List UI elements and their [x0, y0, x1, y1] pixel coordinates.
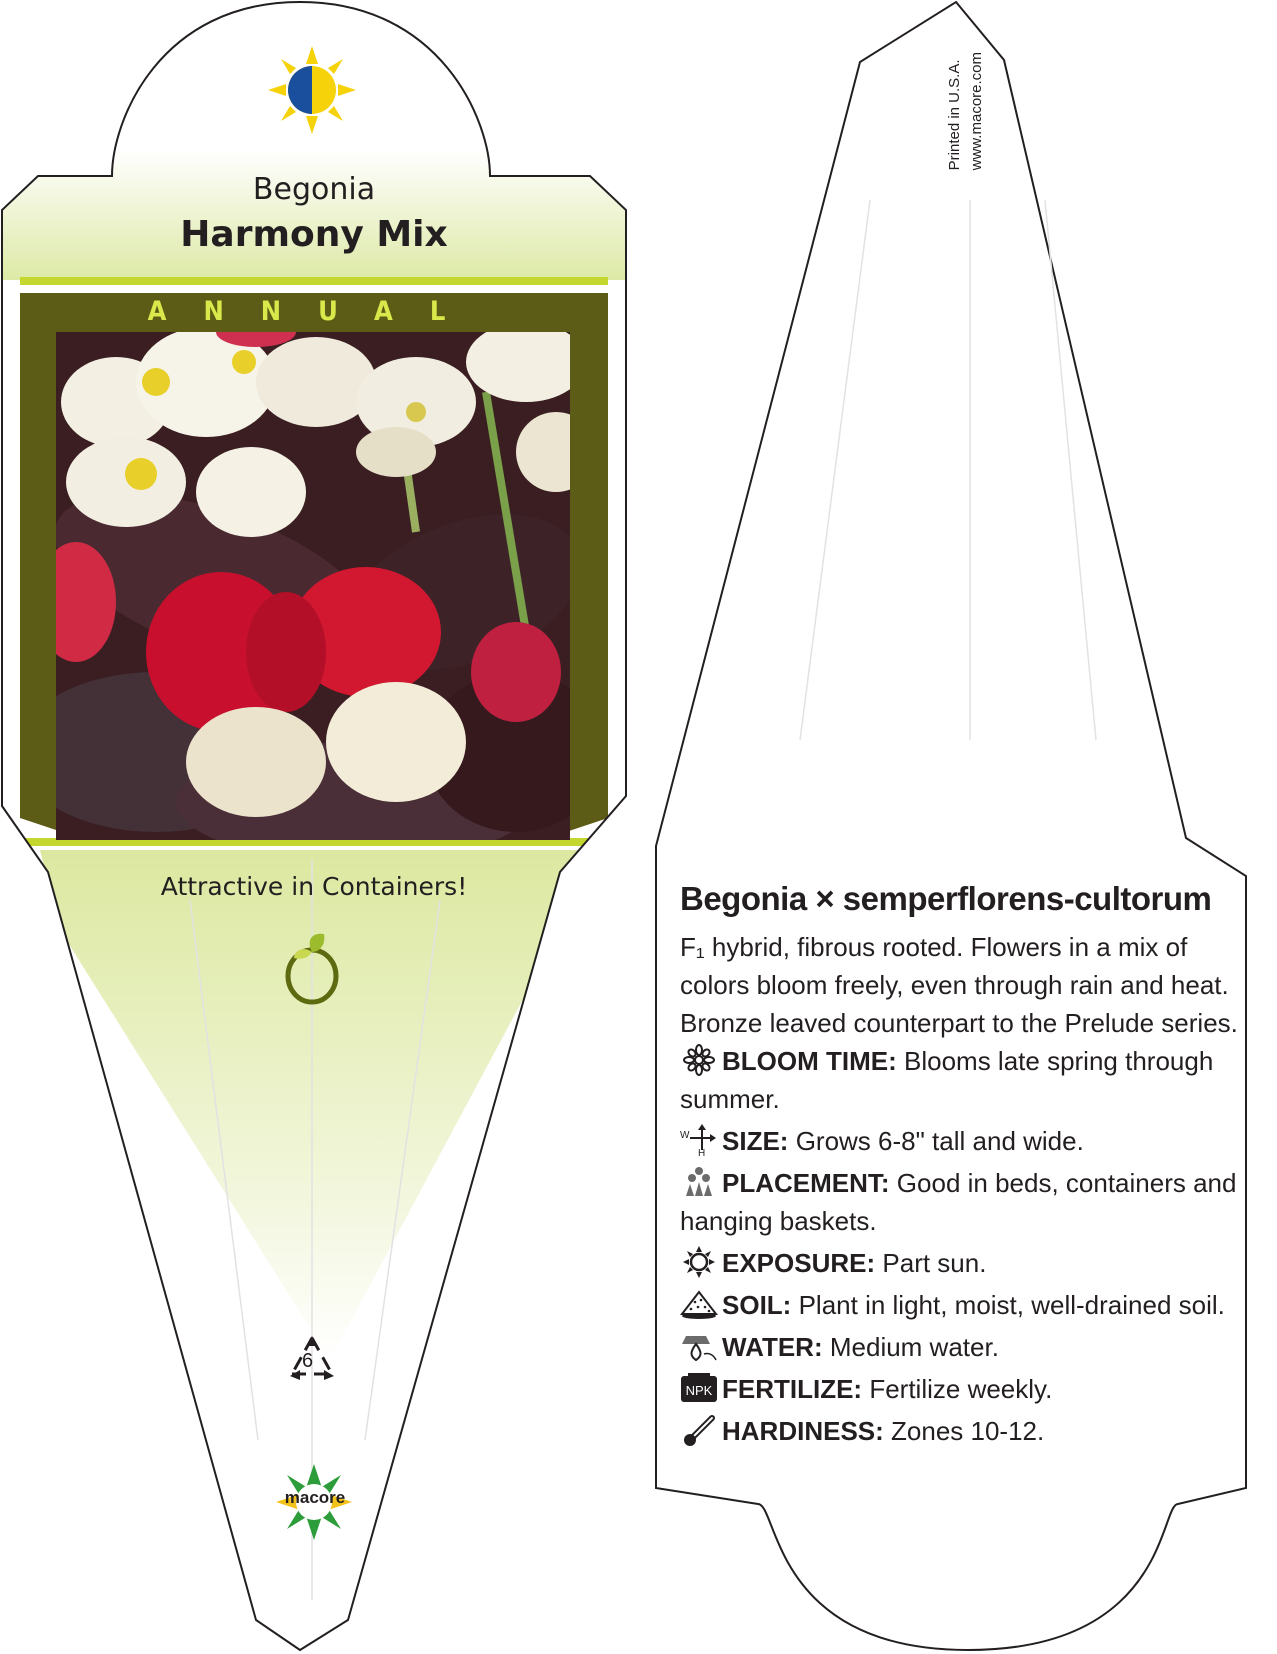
care-exposure [680, 1244, 1250, 1282]
care-label: SIZE: [722, 1126, 789, 1156]
growth-habit-icon [282, 930, 342, 1006]
care-text: Part sun. [882, 1248, 987, 1278]
care-hardiness [680, 1412, 1250, 1450]
tagline: Attractive in Containers! [160, 872, 468, 901]
water-icon [680, 1330, 718, 1362]
care-label: SOIL: [722, 1290, 792, 1320]
website: www.macore.com [968, 52, 985, 171]
care-bloom-time [680, 1042, 1250, 1118]
care-text: Fertilize weekly. [869, 1374, 1053, 1404]
care-text: Grows 6-8" tall and wide. [795, 1126, 1084, 1156]
plant-description: F₁ hybrid, fibrous rooted. Flowers in a mix of colors bloom freely, even through rain and heat. Bronze leaved counterpart to the Prelude series. [680, 932, 1238, 1038]
plant-category: ANNUAL [147, 296, 483, 327]
print-info [944, 52, 988, 170]
care-soil [680, 1286, 1250, 1324]
size-w-label: W [680, 1130, 690, 1141]
placement-icon [680, 1166, 718, 1198]
brand-name: macore [284, 1488, 346, 1507]
care-placement [680, 1164, 1250, 1240]
scientific-name: Begonia × semperflorens-cultorum [680, 880, 1212, 917]
flower-icon [680, 1044, 718, 1076]
care-label: BLOOM TIME: [722, 1046, 897, 1076]
care-label: FERTILIZE: [722, 1374, 863, 1404]
care-label: WATER: [722, 1332, 823, 1362]
care-size [680, 1122, 1250, 1160]
care-text: Good in beds, containers and hanging baskets. [680, 1168, 1237, 1236]
care-text: Plant in light, moist, well-drained soil. [798, 1290, 1225, 1320]
npk-label: NPK [685, 1383, 713, 1398]
care-text: Blooms late spring through summer. [680, 1046, 1214, 1114]
care-label: HARDINESS: [722, 1416, 884, 1446]
fertilizer-icon [680, 1372, 718, 1404]
soil-icon [680, 1288, 718, 1320]
printed-location: Printed in U.S.A. [946, 59, 963, 171]
care-text: Medium water. [829, 1332, 999, 1362]
size-h-label: H [698, 1148, 706, 1156]
thermometer-icon [680, 1414, 718, 1446]
plant-variety: Harmony Mix [180, 214, 448, 255]
care-water [680, 1328, 1250, 1366]
care-text: Zones 10-12. [891, 1416, 1045, 1446]
care-label: PLACEMENT: [722, 1168, 890, 1198]
size-icon [680, 1124, 718, 1156]
care-fertilize [680, 1370, 1250, 1408]
half-sun-icon [268, 46, 356, 134]
recycle-code: 6 [302, 1350, 314, 1372]
sun-icon [680, 1246, 718, 1278]
plant-genus: Begonia [252, 172, 376, 207]
care-label: EXPOSURE: [722, 1248, 876, 1278]
begonia-photo [56, 332, 570, 840]
